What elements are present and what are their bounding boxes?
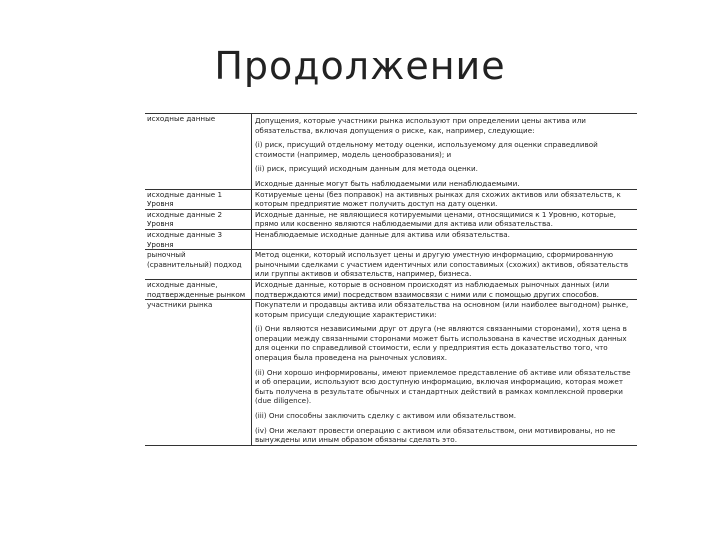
definition-text: (iv) Они желают провести операцию с активом или обязательством, они мотивированы, но не вынуждены или иным образом обязаны сделать это. — [255, 425, 616, 445]
definition-text: (ii) Они хорошо информированы, имеют приемлемое представление об активе или обязательстве и об операции, используют всю доступную информацию, включая информацию, которая может быть получена в результате обычных и стандартных действий в рамках комплексной проверки (due diligence). — [255, 367, 631, 406]
definition-text: (iii) Они способны заключить сделку с активом или обязательством. — [255, 411, 517, 421]
definition-text: Ненаблюдаемые исходные данные для актива или обязательства. — [255, 229, 510, 239]
definition-cell — [252, 209, 638, 229]
term-cell: исходные данные 3 Уровня — [145, 229, 252, 249]
glossary-table — [145, 113, 637, 446]
term-cell: исходные данные 1 Уровня — [145, 189, 252, 209]
definition-cell — [252, 279, 638, 299]
definition-text: Исходные данные могут быть наблюдаемыми или ненаблюдаемыми. — [255, 178, 520, 188]
table-row — [145, 209, 637, 229]
definition-text: (i) риск, присущий отдельному методу оценки, используемому для оценки справедливой стоимости (например, модель ценообразования); и — [255, 140, 598, 159]
term-cell: исходные данные, подтвержденные рынком — [145, 279, 252, 299]
definition-cell — [252, 189, 638, 209]
definition-text: Исходные данные, которые в основном происходят из наблюдаемых рыночных данных (или подтверждаются ими) посредством взаимосвязи с ними или с помощью других способов. — [255, 279, 610, 299]
table-row — [145, 114, 637, 190]
term-cell: исходные данные 2 Уровня — [145, 209, 252, 229]
table-row — [145, 279, 637, 299]
table-row — [145, 229, 637, 249]
term-cell: участники рынка — [145, 300, 252, 446]
table-row — [145, 250, 637, 280]
table-row — [145, 300, 637, 446]
definition-text: (i) Они являются независимыми друг от друга (не являются связанными сторонами), хотя цена в операции между связанными сторонами может быть использована в качестве исходных данных для оценки по справедливой стоимости, если у предприятия есть доказательство того, что операция была проведена на рыночных условиях. — [255, 324, 627, 363]
definition-cell — [252, 114, 638, 190]
slide-title: Продолжение — [214, 44, 506, 88]
definition-text: Котируемые цены (без поправок) на активных рынках для схожих активов или обязательств, к которым предприятие может получить доступ на дату оценки. — [255, 189, 621, 209]
table-row — [145, 189, 637, 209]
definition-text: Допущения, которые участники рынка используют при определении цены актива или обязательства, включая допущения о риске, как, например, следующие: — [255, 116, 586, 135]
definition-cell — [252, 300, 638, 446]
definition-text: Исходные данные, не являющиеся котируемыми ценами, относящимися к 1 Уровню, которые, прямо или косвенно являются наблюдаемыми для актива или обязательства. — [255, 209, 616, 229]
term-cell: исходные данные — [145, 114, 252, 190]
definition-text: Покупатели и продавцы актива или обязательства на основном (или наиболее выгодном) рынке, которым присущи следующие характеристики: — [255, 300, 629, 319]
definition-text: Метод оценки, который использует цены и другую уместную информацию, сформированную рыночными сделками с участием идентичных или сопоставимых (схожих) активов, обязательств или группы активов и обязательств, например, бизнеса. — [255, 250, 629, 279]
definition-text: (ii) риск, присущий исходным данным для метода оценки. — [255, 164, 478, 174]
definition-cell — [252, 229, 638, 249]
definition-cell — [252, 250, 638, 280]
term-cell: рыночный (сравнительный) подход — [145, 250, 252, 280]
